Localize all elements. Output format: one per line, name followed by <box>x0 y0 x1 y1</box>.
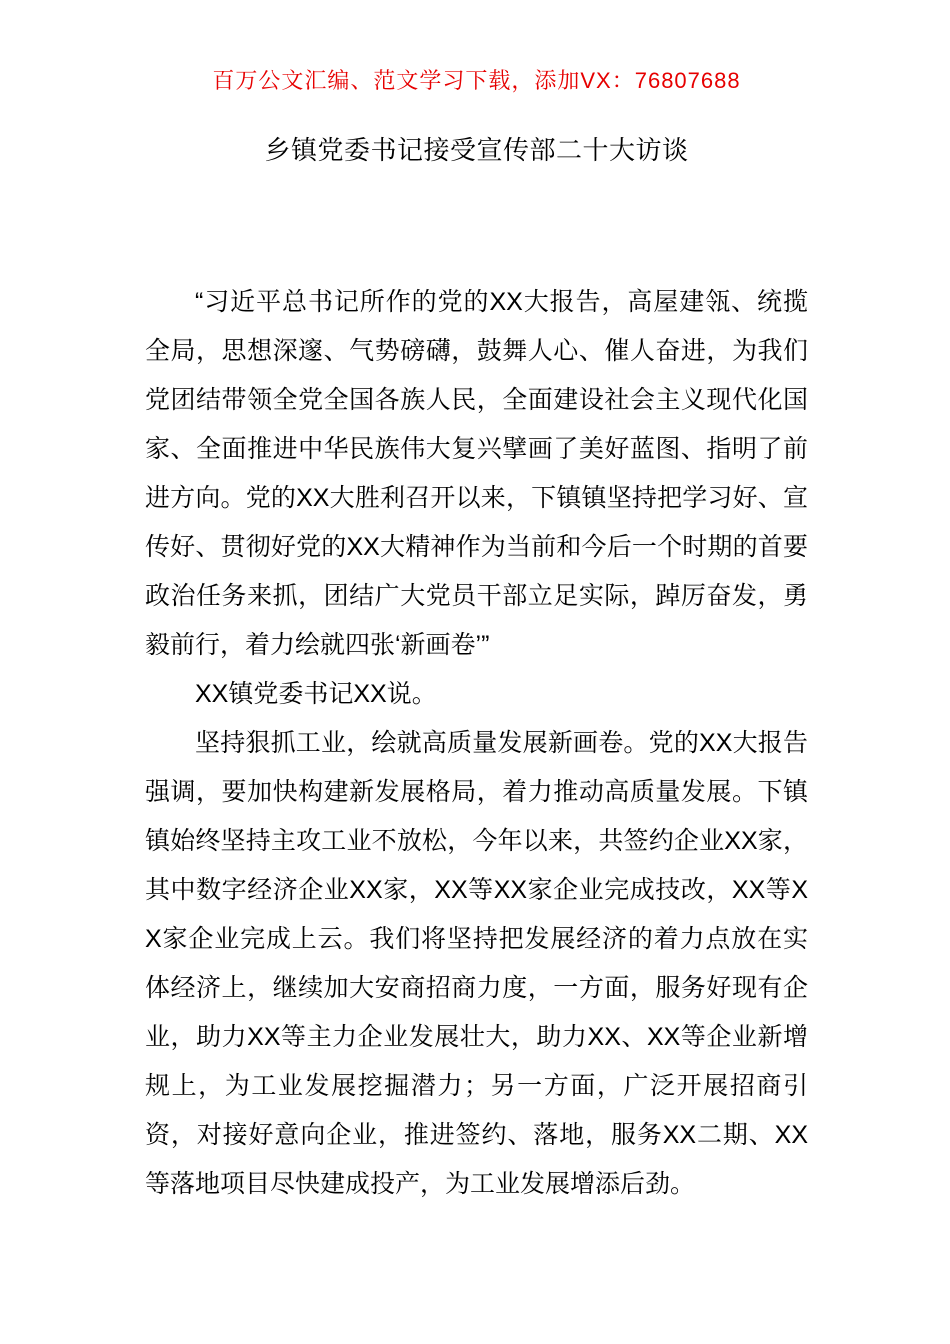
document-body <box>145 278 808 1209</box>
body-paragraph: “习近平总书记所作的党的XX大报告，高屋建瓴、统揽全局，思想深邃、气势磅礴，鼓舞人心、催人奋进，为我们党团结带领全党全国各族人民，全面建设社会主义现代化国家、全面推进中华民族伟大复兴擘画了美好蓝图、指明了前进方向。党的XX大胜利召开以来，下镇镇坚持把学习好、宣传好、贯彻好党的XX大精神作为当前和今后一个时期的首要政治任务来抓，团结广大党员干部立足实际，踔厉奋发，勇毅前行，着力绘就四张‘新画卷’” <box>145 288 808 659</box>
page-title: 乡镇党委书记接受宣传部二十大访谈 <box>264 135 689 165</box>
watermark-banner: 百万公文汇编、范文学习下载，添加VX：76807688 <box>212 68 741 93</box>
body-paragraph: 坚持狠抓工业，绘就高质量发展新画卷。党的XX大报告强调，要加快构建新发展格局，着力推动高质量发展。下镇镇始终坚持主攻工业不放松，今年以来，共签约企业XX家，其中数字经济企业XX家，XX等XX家企业完成技改，XX等XX家企业完成上云。我们将坚持把发展经济的着力点放在实体经济上，继续加大安商招商力度，一方面，服务好现有企业，助力XX等主力企业发展壮大，助力XX、XX等企业新增规上，为工业发展挖掘潜力；另一方面，广泛开展招商引资，对接好意向企业，推进签约、落地，服务XX二期、XX等落地项目尽快建成投产，为工业发展增添后劲。 <box>145 729 808 1198</box>
body-paragraph: XX镇党委书记XX说。 <box>195 680 437 708</box>
